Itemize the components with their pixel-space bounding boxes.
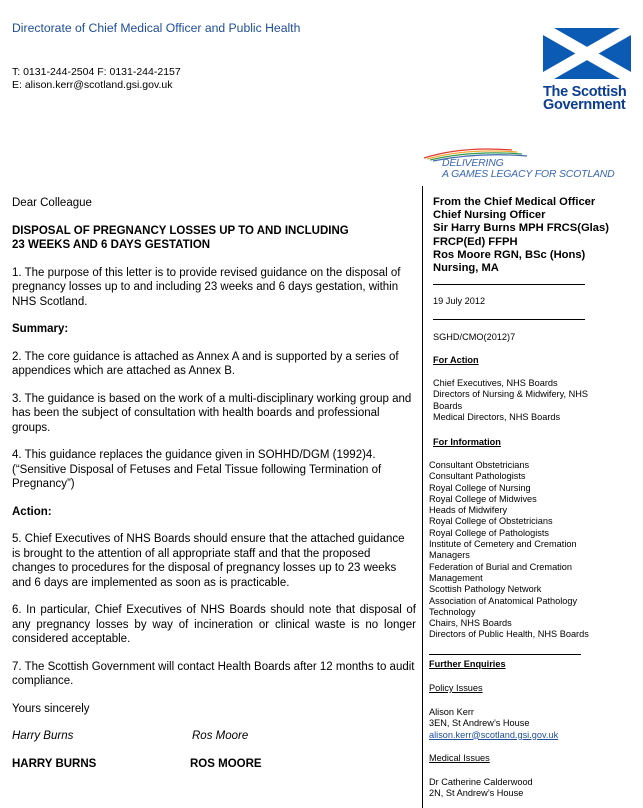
for-information-list: Consultant Obstetricians Consultant Pathologists Royal College of Nursing Royal College of Midwives Heads of Midwifery Royal College of Obstetricians Royal College of Pathologists Institute of Cemetery and Cremation Managers Federation of Burial and Cremation Management Scottish Pathology Network Association of Anatomical Pathology Technology Chairs, NHS Boards Directors of Public Health, NHS Boards [429,460,589,640]
saltire-flag-icon [543,28,631,79]
salutation: Dear Colleague [12,197,92,209]
paragraph-1: 1. The purpose of this letter is to provide revised guidance on the disposal of pregnancy losses up to and including 23 weeks and 6 days gestation, within NHS Scotland. [12,266,401,308]
medical-contact [429,777,629,800]
directorate-heading: Directorate of Chief Medical Officer and Public Health [12,21,301,35]
action-heading: Action: [12,505,52,518]
email-line: E: alison.kerr@scotland.gsi.gov.uk [12,79,173,91]
for-information-heading: For Information [433,437,501,447]
paragraph-5: 5. Chief Executives of NHS Boards should ensure that the attached guidance is brought to the attention of all appropriate staff and that the proposed changes to procedures for the disposal of pregnancy losses up to 23 weeks and 6 days are implemented as soon as is practicable. [12,533,405,589]
logo-text: The Scottish Government [543,84,627,113]
separator-line [433,284,585,285]
paragraph-4: 4. This guidance replaces the guidance given in SOHHD/DGM (1992)4. (“Sensitive Disposal of Fetuses and Fetal Tissue following Termination of Pregnancy”) [12,449,382,490]
letter-date: 19 July 2012 [433,296,486,306]
policy-contact-address: 3EN, St Andrew’s House [429,718,530,729]
policy-contact-name: Alison Kerr [429,707,474,717]
paragraph-7: 7. The Scottish Government will contact Health Boards after 12 months to audit compliance. [12,660,415,687]
signature-harry-burns: Harry Burns [12,730,74,742]
for-action-list: Chief Executives, NHS Boards Directors of Nursing & Midwifery, NHS Boards Medical Directors, NHS Boards [433,378,589,422]
policy-contact-email-link[interactable]: alison.kerr@scotland.gsi.gov.uk [429,729,559,740]
medical-issues-heading: Medical Issues [429,753,490,763]
column-divider [422,186,423,808]
paragraph-6: 6. In particular, Chief Executives of NHS Boards should note that disposal of any pregnancy losses by way of incineration or clinical waste is no longer considered acceptable. [12,604,416,645]
letter-reference: SGHD/CMO(2012)7 [433,332,516,342]
phone-fax-line: T: 0131-244-2504 F: 0131-244-2157 [12,66,181,78]
policy-issues-heading: Policy Issues [429,683,483,693]
signatory-names-row [12,757,416,772]
letter-title-line-1: DISPOSAL OF PREGNANCY LOSSES UP TO AND INCLUDING [12,224,349,237]
summary-heading: Summary: [12,323,69,335]
separator-line [429,654,581,655]
paragraph-3: 3. The guidance is based on the work of a multi-disciplinary working group and has been the subject of consultation with health boards and professional groups. [12,392,412,434]
signature-ros-moore: Ros Moore [192,730,249,742]
from-block: From the Chief Medical Officer Chief Nursing Officer Sir Harry Burns MPH FRCS(Glas) FRCP(Ed) FFPH Ros Moore RGN, BSc (Hons) Nursing, MA [433,196,609,275]
letter-title-line-2: 23 WEEKS AND 6 DAYS GESTATION [12,239,211,251]
contact-details [12,66,181,92]
separator-line [433,319,585,320]
scottish-government-logo [543,28,631,112]
paragraph-2: 2. The core guidance is attached as Annex A and is supported by a series of appendices which are attached as Annex B. [12,350,399,377]
policy-contact [429,707,629,741]
letter-body [12,196,416,771]
medical-contact-name: Dr Catherine Calderwood [429,777,533,787]
closing: Yours sincerely [12,702,90,715]
signatory-name-harry-burns: HARRY BURNS [12,757,97,770]
medical-contact-address: 2N, St Andrew’s House [429,788,524,799]
games-legacy-logo: DELIVERING A GAMES LEGACY FOR SCOTLAND [422,146,632,180]
signature-row [12,729,416,744]
for-action-heading: For Action [433,355,479,365]
further-enquiries-heading: Further Enquiries [429,659,506,669]
signatory-name-ros-moore: ROS MOORE [190,757,262,770]
